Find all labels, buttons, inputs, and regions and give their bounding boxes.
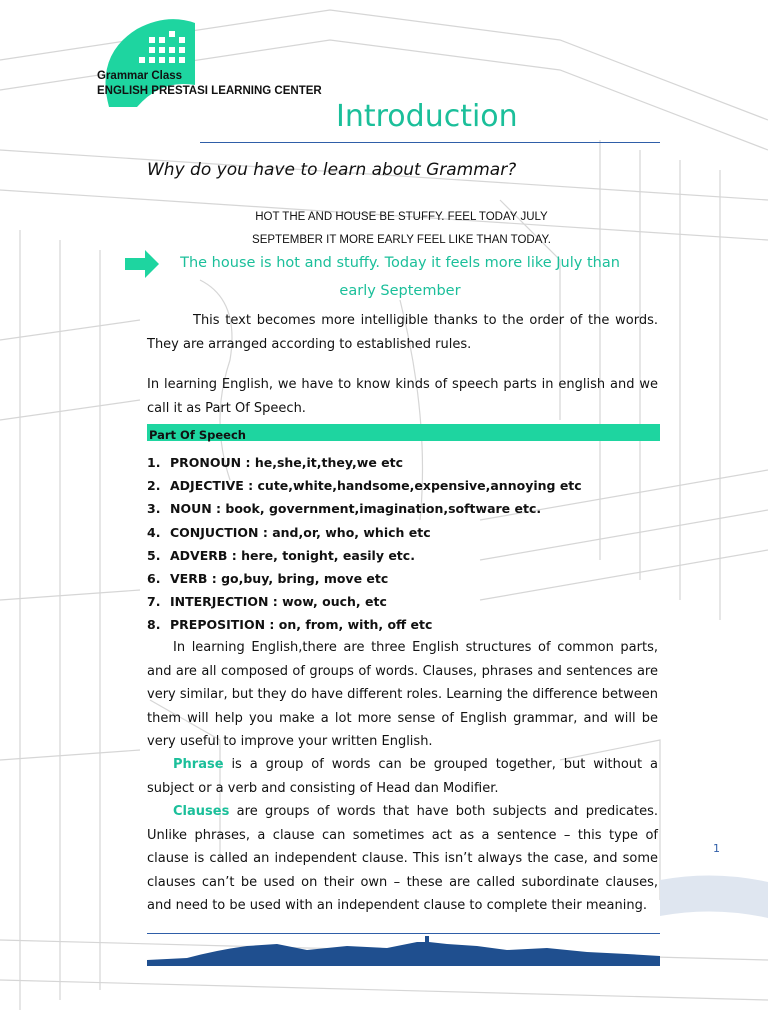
page-title: Introduction	[336, 99, 518, 134]
clauses-term: Clauses	[173, 804, 230, 819]
list-item: 7. INTERJECTION : wow, ouch, etc	[147, 594, 387, 610]
paragraph-part-of-speech: In learning English, we have to know kinds of speech parts in english and we call it as Part Of Speech.	[147, 377, 658, 416]
scrambled-sentence-line-1: HOT THE AND HOUSE BE STUFFY. FEEL TODAY JULY	[255, 211, 548, 223]
section-question: Why do you have to learn about Grammar?	[147, 160, 517, 180]
phrase-term: Phrase	[173, 757, 224, 772]
list-item: 2. ADJECTIVE : cute,white,handsome,expensive,annoying etc	[147, 478, 582, 494]
paragraph-intelligible: This text becomes more intelligible thanks to the order of the words. They are arranged according to established rules.	[147, 313, 658, 352]
list-item: 1. PRONOUN : he,she,it,they,we etc	[147, 455, 404, 470]
paragraph-clauses: Clauses are groups of words that have both subjects and predicates. Unlike phrases, a clause can sometimes act as a sentence – this type of clause is called an independent clause. This isn’t always the case, and some clauses can’t be used on their own – these are called subordinate clauses, and need to be used with an independent clause to complete their meaning.	[147, 804, 658, 913]
section-header-part-of-speech	[147, 424, 660, 441]
page-number: 1	[713, 842, 720, 855]
ordered-sentence-line-2: early September	[339, 283, 461, 299]
title-divider	[200, 142, 660, 143]
paragraph-phrase: Phrase is a group of words can be grouped together, but without a subject or a verb and consisting of Head dan Modifier.	[147, 757, 658, 796]
section-header-label: Part Of Speech	[149, 428, 246, 442]
paragraph-structures: In learning English,there are three English structures of common parts, and are all composed of groups of words. Clauses, phrases and sentences are very similar, but they do have different roles. Learning the difference between them will help you make a lot more sense of English grammar, and will be very useful to improve your written English.	[147, 640, 658, 749]
decorative-tab	[660, 870, 768, 920]
ordered-sentence-line-1: The house is hot and stuffy. Today it feels more like July than	[180, 255, 620, 271]
list-item: 6. VERB : go,buy, bring, move etc	[147, 571, 389, 587]
city-skyline-icon	[147, 932, 660, 966]
list-item: 3. NOUN : book, government,imagination,software etc.	[147, 501, 542, 517]
list-item: 5. ADVERB : here, tonight, easily etc.	[147, 547, 415, 563]
scrambled-sentence-line-2: SEPTEMBER IT MORE EARLY FEEL LIKE THAN TODAY.	[252, 234, 551, 246]
parts-of-speech-list	[147, 451, 582, 637]
list-item: 4. CONJUCTION : and,or, who, which etc	[147, 524, 431, 540]
center-name: ENGLISH PRESTASI LEARNING CENTER	[97, 85, 322, 97]
class-name: Grammar Class	[97, 70, 183, 82]
list-item: 8. PREPOSITION : on, from, with, off etc	[147, 617, 433, 633]
